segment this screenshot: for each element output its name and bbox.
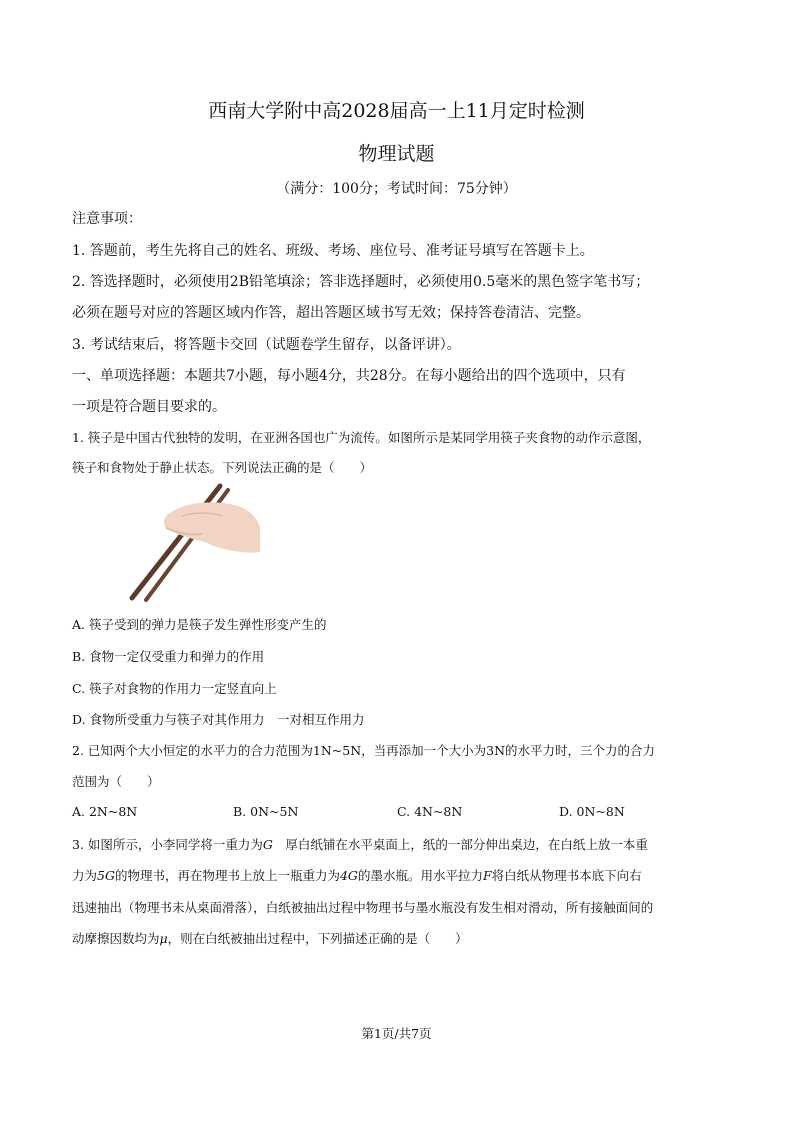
chopsticks-hand-image bbox=[112, 482, 260, 606]
q3-symbol-5g: 5G bbox=[97, 868, 115, 883]
section1-heading: 一、单项选择题：本题共7小题，每小题4分，共28分。在每小题给出的四个选项中，只有 bbox=[72, 368, 626, 384]
q1-option-d: D. 食物所受重力与筷子对其作用力 一对相互作用力 bbox=[72, 712, 365, 727]
page-subtitle: 物理试题 bbox=[358, 143, 435, 165]
q2-option-d: D. 0N~8N bbox=[559, 804, 625, 819]
note-item-2-cont: 必须在题号对应的答题区域内作答，超出答题区域书写无效；保持答卷清洁、完整。 bbox=[72, 305, 590, 321]
note-item-1: 1. 答题前，考生先将自己的姓名、班级、考场、座位号、准考证号填写在答题卡上。 bbox=[72, 243, 594, 259]
q1-stem: 1. 筷子是中国古代独特的发明，在亚洲各国也广为流传。如图所示是某同学用筷子夹食物的动作示意图， bbox=[72, 430, 651, 445]
note-item-2: 2. 答选择题时，必须使用2B铅笔填涂；答非选择题时，必须使用0.5毫米的黑色签字笔书写； bbox=[72, 274, 650, 290]
q3-text: 动摩擦因数均为 bbox=[72, 931, 160, 946]
q3-text: 的物理书，再在物理书上放上一瓶重力为 bbox=[114, 868, 340, 883]
q1-option-b: B. 食物一定仅受重力和弹力的作用 bbox=[72, 649, 265, 664]
q3-stem-line3: 迅速抽出（物理书未从桌面滑落），白纸被抽出过程中物理书与墨水瓶没有发生相对滑动，所有接触面间的 bbox=[72, 900, 654, 915]
q3-stem-line4 bbox=[72, 929, 468, 947]
q3-stem-line2 bbox=[72, 866, 642, 884]
q3-symbol-g: G bbox=[262, 837, 273, 852]
q2-option-a: A. 2N~8N bbox=[72, 804, 138, 819]
page-title: 西南大学附中高2028届高一上11月定时检测 bbox=[208, 100, 585, 122]
q3-symbol-4g: 4G bbox=[339, 868, 358, 883]
note-item-3: 3. 考试结束后，将答题卡交回（试题卷学生留存，以备评讲）。 bbox=[72, 337, 461, 353]
q3-text: 的墨水瓶。用水平拉力 bbox=[357, 868, 483, 883]
q3-symbol-mu: μ bbox=[159, 931, 168, 946]
page-footer: 第1页/共7页 bbox=[361, 1026, 432, 1041]
q2-stem-cont: 范围为（ ） bbox=[72, 774, 160, 789]
q3-text: 3. 如图所示，小李同学将一重力为 bbox=[72, 837, 263, 852]
q1-option-c: C. 筷子对食物的作用力一定竖直向上 bbox=[72, 681, 277, 696]
q3-stem-line1 bbox=[72, 835, 648, 853]
q2-option-c: C. 4N~8N bbox=[397, 804, 463, 819]
q1-option-a: A. 筷子受到的弹力是筷子发生弹性形变产生的 bbox=[72, 617, 327, 632]
q3-symbol-f: F bbox=[482, 868, 492, 883]
q1-stem-cont: 筷子和食物处于静止状态。下列说法正确的是（ ） bbox=[72, 460, 373, 475]
q3-text: 厚白纸铺在水平桌面上，纸的一部分伸出桌边，在白纸上放一本重 bbox=[272, 837, 648, 852]
notes-heading: 注意事项： bbox=[72, 211, 142, 227]
q3-text: ，则在白纸被抽出过程中，下列描述正确的是（ ） bbox=[167, 931, 468, 946]
score-info: （满分：100分；考试时间：75分钟） bbox=[276, 181, 517, 197]
q3-text: 力为 bbox=[72, 868, 98, 883]
q3-text: 将白纸从物理书本底下向右 bbox=[491, 868, 642, 883]
q2-option-b: B. 0N~5N bbox=[233, 804, 299, 819]
q2-stem: 2. 已知两个大小恒定的水平力的合力范围为1N~5N，当再添加一个大小为3N的水平力时，三个力的合力 bbox=[72, 743, 656, 758]
section1-heading-cont: 一项是符合题目要求的。 bbox=[72, 399, 226, 415]
